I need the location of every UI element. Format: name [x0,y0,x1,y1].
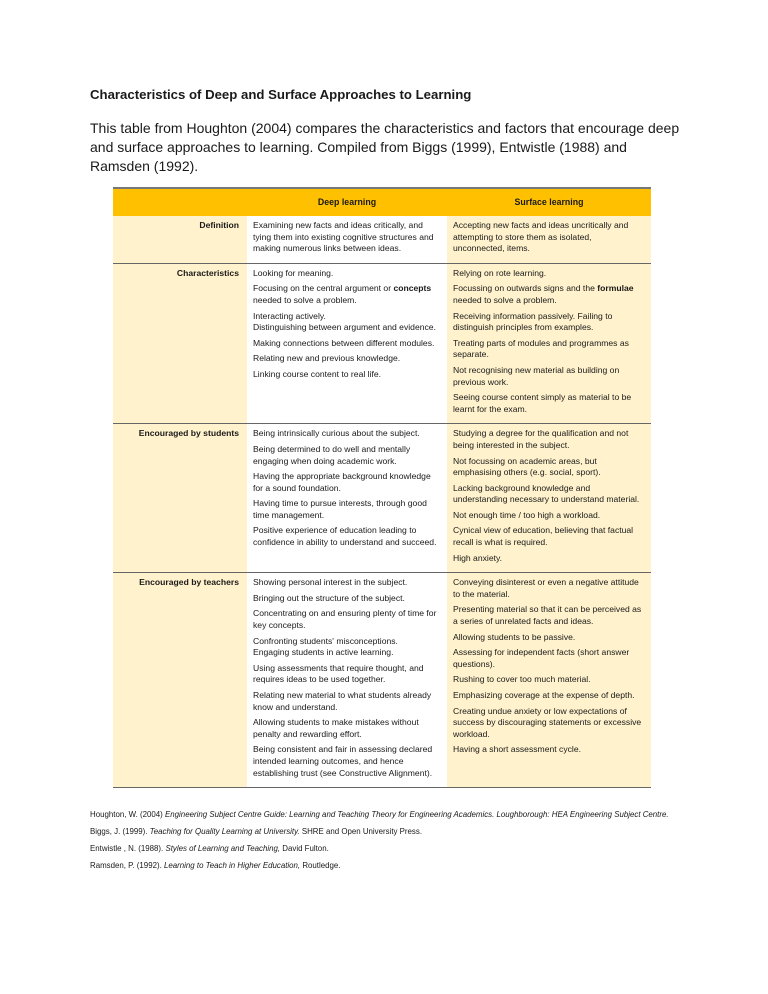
list-item [453,311,645,334]
text-run: Allowing students to make mistakes without penalty and rewarding effort. [253,717,419,739]
table-row [113,573,651,788]
text-run: Not focussing on academic areas, but emphasising others (e.g. social, sport). [453,455,601,478]
text-run: needed to solve a problem. [453,294,557,305]
text-run: Making connections between different modules. [253,337,435,348]
text-run: Showing personal interest in the subject. [253,577,408,588]
surface-learning-cell [447,424,651,573]
list-item [453,604,645,627]
list-item [453,674,645,686]
reference-entry [90,809,710,820]
list-item [453,220,645,255]
text-run: Interacting actively. Distinguishing between argument and evidence. [253,310,436,333]
list-item [253,283,441,306]
text-run: Confronting students' misconceptions. Engaging students in active learning. [253,635,398,658]
comparison-table [113,187,651,788]
list-item [253,744,441,779]
list-item [253,636,441,659]
deep-learning-cell [247,216,447,263]
text-run: SHRE and Open University Press. [299,827,423,836]
text-run: Being intrinsically curious about the subject. [253,428,420,439]
text-run: Emphasizing coverage at the expense of depth. [453,690,635,700]
text-run: Being determined to do well and mentally engaging when doing academic work. [253,443,411,466]
text-run: Conveying disinterest or even a negative attitude to the material. [453,577,639,599]
list-item [453,632,645,644]
text-run: Bringing out the structure of the subject. [253,592,405,603]
surface-learning-cell [447,263,651,424]
text-run: needed to solve a problem. [253,294,357,305]
list-item [253,717,441,740]
text-run: Relating new material to what students already know and understand. [253,690,432,712]
surface-learning-cell [447,216,651,263]
list-item [453,456,645,479]
intro-paragraph: This table from Houghton (2004) compares the characteristics and factors that encourage deep and surface approaches to learning. Compiled from Biggs (1999), Entwistle (1988) and Ramsden (1992). [90,120,680,174]
list-item [453,338,645,361]
text-run: Styles of Learning and Teaching, [165,844,281,853]
text-run: Presenting material so that it can be perceived as a series of unrelated facts and ideas. [453,604,642,627]
list-item [253,338,441,350]
list-item [453,510,645,522]
list-item [253,525,441,548]
reference-entry [90,826,710,837]
text-run: Looking for meaning. [253,267,334,278]
text-run: Routledge. [300,861,341,870]
text-run: Seeing course content simply as material to be learnt for the exam. [453,392,632,414]
text-run: Creating undue anxiety or low expectations of success by discouraging statements or excessive workload. [453,705,642,739]
deep-learning-cell [247,424,447,573]
text-run: Linking course content to real life. [253,368,382,379]
reference-entry [90,843,710,854]
text-run: High anxiety. [453,552,503,563]
text-run: Cynical view of education, believing that factual recall is what is required. [453,525,634,548]
header-empty [113,188,247,216]
text-run: Biggs, J. (1999). [90,827,150,836]
row-label: Characteristics [113,263,247,424]
text-run: Receiving information passively. Failing to distinguish principles from examples. [453,310,613,333]
list-item [453,553,645,565]
list-item [253,690,441,713]
list-item [453,268,645,280]
table-row [113,216,651,263]
list-item [453,690,645,702]
list-item [453,283,645,306]
table-row [113,424,651,573]
list-item [453,577,645,600]
page-title: Characteristics of Deep and Surface Approaches to Learning [90,87,472,102]
text-run: Lacking background knowledge and understanding necessary to understand material. [453,482,640,505]
text-run: Entwistle , N. (1988). [90,844,166,853]
header-deep-learning: Deep learning [247,188,447,216]
surface-learning-cell [447,573,651,788]
text-run: Engineering Subject Centre Guide: Learning and Teaching Theory for Engineering Academics. Loughborough: HEA Engineering Subject Centre. [165,810,669,819]
list-item [253,353,441,365]
text-run: Not enough time / too high a workload. [453,509,601,520]
text-run: Not recognising new material as building on previous work. [453,364,620,387]
list-item [253,593,441,605]
text-run: Assessing for independent facts (short answer questions). [453,647,630,669]
text-run: Using assessments that require thought, and requires ideas to be used together. [253,662,424,685]
list-item [253,311,441,334]
text-run: Focusing on the central argument or [253,283,394,294]
text-run: Rushing to cover too much material. [453,674,591,685]
text-run: Studying a degree for the qualification and not being interested in the subject. [453,428,629,450]
list-item [453,647,645,670]
text-run: Treating parts of modules and programmes as separate. [453,337,629,360]
text-run: Teaching for Quality Learning at University. [149,827,300,836]
list-item [253,663,441,686]
table-row [113,263,651,424]
text-run: concepts [393,283,432,294]
deep-learning-cell [247,573,447,788]
row-label: Encouraged by students [113,424,247,573]
list-item [253,608,441,631]
deep-learning-cell [247,263,447,424]
text-run: Examining new facts and ideas critically, and tying them into existing cognitive structures and making numerous links between ideas. [253,220,434,254]
text-run: Ramsden, P. (1992). [90,861,164,870]
text-run: Houghton, W. (2004) [90,810,166,819]
text-run: Having the appropriate background knowledge for a sound foundation. [253,471,431,493]
list-item [453,392,645,415]
list-item [253,498,441,521]
text-run: formulae [597,283,634,294]
text-run: Relying on rote learning. [453,267,547,278]
text-run: Concentrating on and ensuring plenty of time for key concepts. [253,608,437,631]
list-item [253,577,441,589]
list-item [453,706,645,741]
list-item [253,471,441,494]
list-item [453,744,645,756]
references [90,809,710,877]
reference-entry [90,860,710,871]
text-run: Allowing students to be passive. [453,631,576,642]
list-item [453,365,645,388]
row-label: Encouraged by teachers [113,573,247,788]
list-item [253,428,441,440]
text-run: David Fulton. [280,844,329,853]
header-surface-learning: Surface learning [447,188,651,216]
list-item [453,483,645,506]
list-item [253,444,441,467]
list-item [453,525,645,548]
list-item [253,268,441,280]
list-item [453,428,645,451]
text-run: Learning to Teach in Higher Education, [163,861,301,870]
list-item [253,369,441,381]
text-run: Focussing on outwards signs and the [453,283,598,294]
text-run: Relating new and previous knowledge. [253,353,401,364]
text-run: Being consistent and fair in assessing declared intended learning outcomes, and hence establishing trust (see Constructive Alignment). [253,744,433,778]
list-item [253,220,441,255]
text-run: Having a short assessment cycle. [453,744,582,755]
row-label: Definition [113,216,247,263]
table-header-row [113,188,651,216]
text-run: Having time to pursue interests, through good time management. [253,498,427,520]
text-run: Positive experience of education leading to confidence in ability to understand and succeed. [253,525,437,548]
text-run: Accepting new facts and ideas uncritically and attempting to store them as isolated, unconnected, items. [453,220,629,254]
